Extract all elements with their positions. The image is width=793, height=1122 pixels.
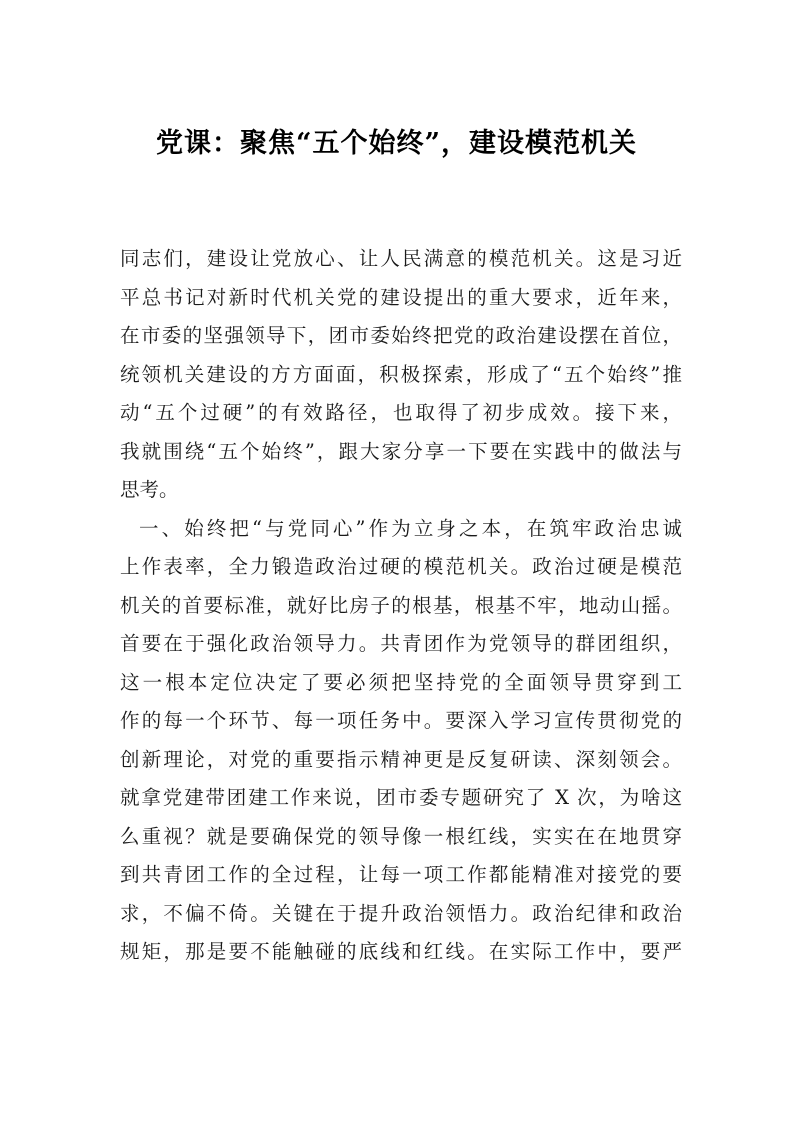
body-line: 到共青团工作的全过程，让每一项工作都能精准对接党的要 — [120, 863, 682, 886]
body-line: 首要在于强化政治领导力。共青团作为党领导的群团组织， — [120, 632, 682, 655]
body-line: 创新理论，对党的重要指示精神更是反复研读、深刻领会。 — [120, 747, 682, 771]
body-line: 上作表率，全力锻造政治过硬的模范机关。政治过硬是模范 — [120, 555, 682, 578]
body-line: 统领机关建设的方方面面，积极探索，形成了“五个始终”推 — [120, 362, 682, 386]
body-line: 同志们，建设让党放心、让人民满意的模范机关。这是习近 — [120, 247, 682, 270]
document-title: 党课：聚焦“五个始终”，建设模范机关 — [155, 128, 638, 159]
body-line: 规矩，那是要不能触碰的底线和红线。在实际工作中，要严 — [120, 940, 682, 963]
body-line: 我就围绕“五个始终”，跟大家分享一下要在实践中的做法与 — [120, 439, 682, 463]
body-line: 在市委的坚强领导下，团市委始终把党的政治建设摆在首位， — [120, 324, 682, 347]
body-line: 就拿党建带团建工作来说，团市委专题研究了 X 次，为啥这 — [120, 786, 682, 809]
body-line: 动“五个过硬”的有效路径，也取得了初步成效。接下来， — [120, 401, 682, 424]
body-line: 么重视？就是要确保党的领导像一根红线，实实在在地贯穿 — [120, 824, 682, 848]
body-line: 作的每一个环节、每一项任务中。要深入学习宣传贯彻党的 — [120, 709, 682, 732]
body-line: 机关的首要标准，就好比房子的根基，根基不牢，地动山摇。 — [120, 593, 682, 617]
body-line: 平总书记对新时代机关党的建设提出的重大要求，近年来， — [120, 285, 682, 309]
body-line: 思考。 — [120, 478, 179, 501]
body-line: 这一根本定位决定了要必须把坚持党的全面领导贯穿到工 — [120, 670, 682, 694]
document-body — [120, 240, 682, 972]
body-line: 求，不偏不倚。关键在于提升政治领悟力。政治纪律和政治 — [120, 901, 682, 925]
section-heading-line: 一、始终把“与党同心”作为立身之本，在筑牢政治忠诚 — [139, 516, 682, 540]
